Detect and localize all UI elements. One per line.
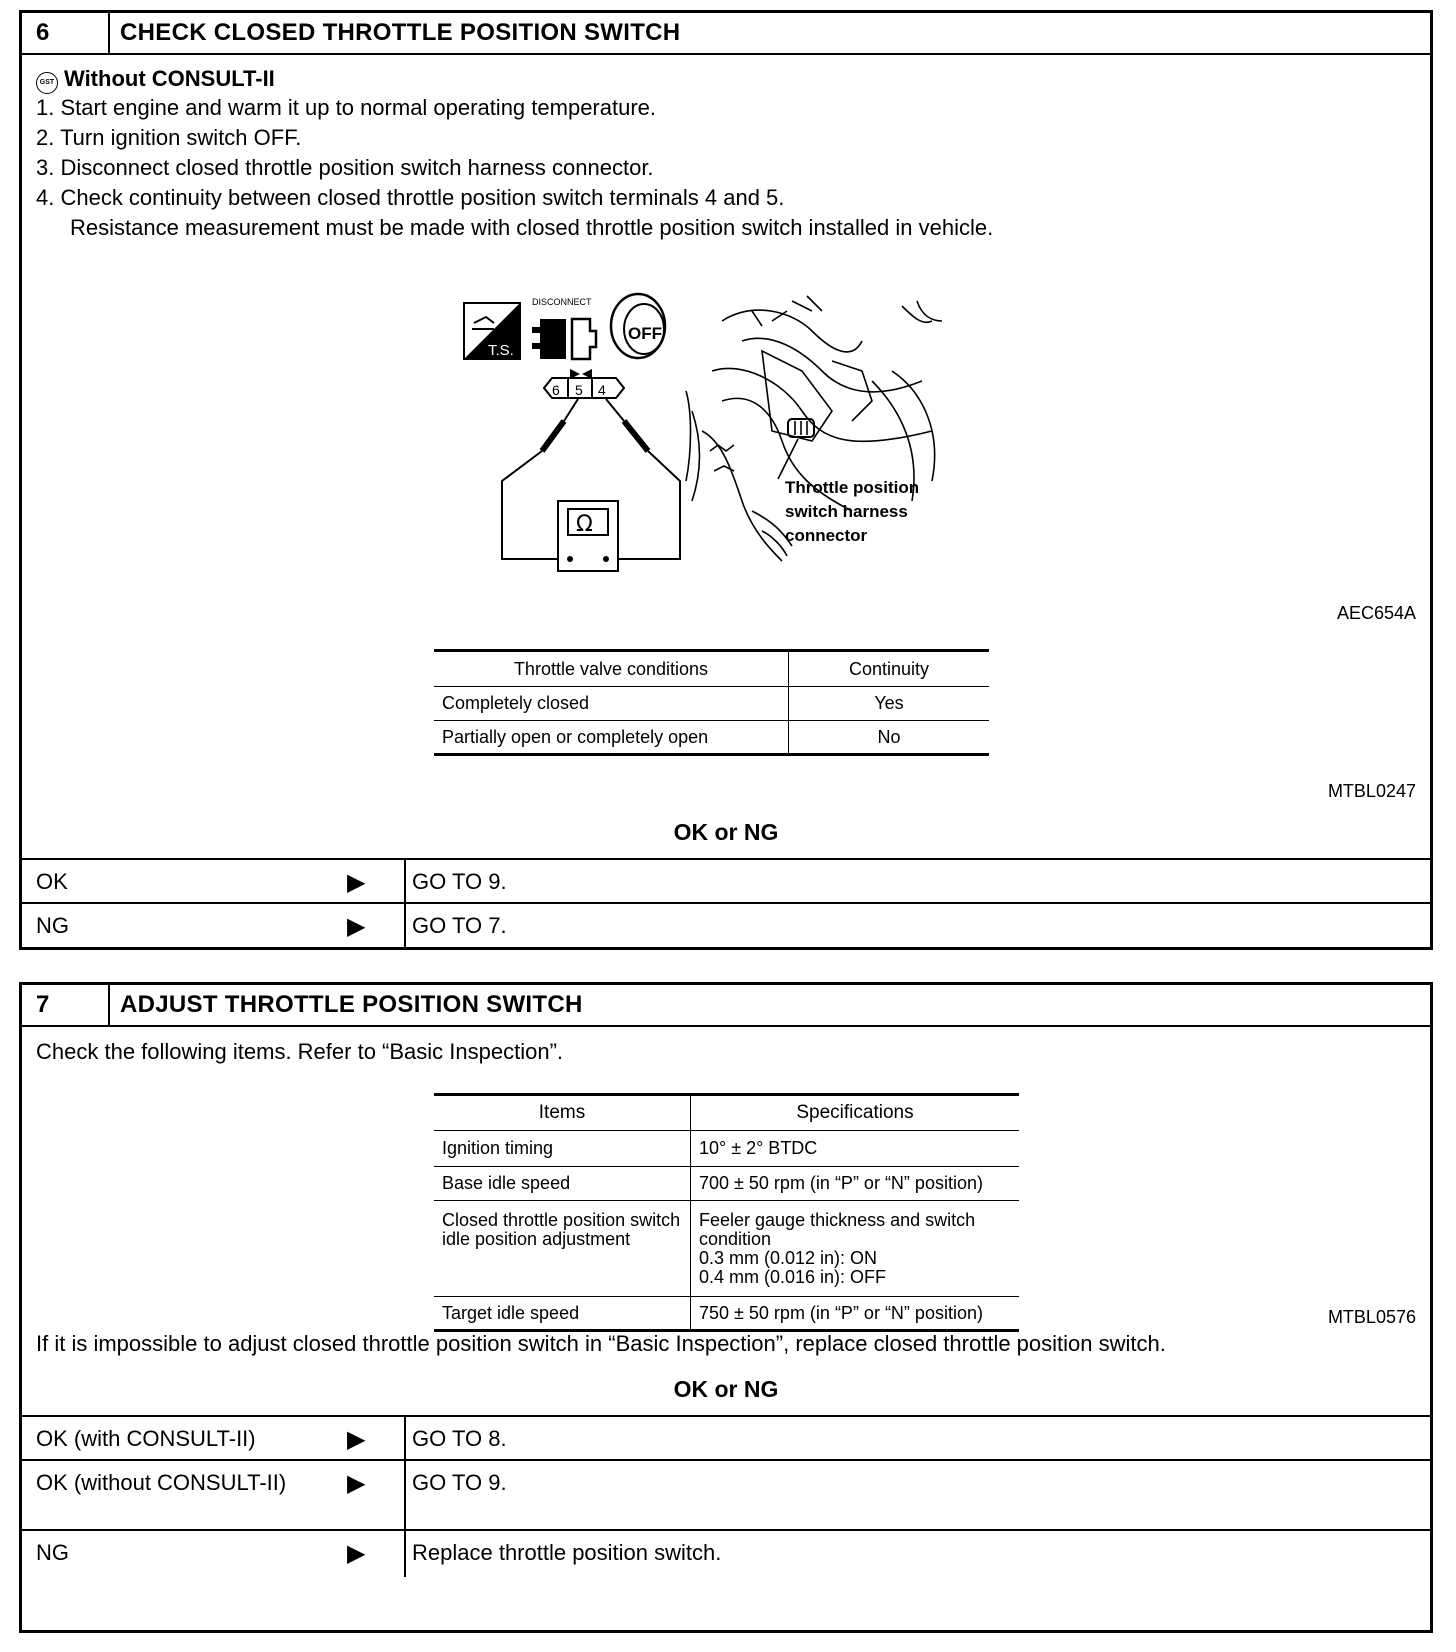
table-row <box>434 1167 1019 1201</box>
table-row <box>434 687 989 721</box>
result-action: GO TO 9. <box>404 1461 507 1531</box>
arrow-icon: ▶ <box>347 1426 366 1453</box>
svg-text:DISCONNECT: DISCONNECT <box>532 297 592 307</box>
result-label: NG <box>36 1540 69 1565</box>
callout-label <box>785 478 919 545</box>
table-code: MTBL0247 <box>1327 781 1416 801</box>
result-row-ng <box>22 902 1430 950</box>
step-title: CHECK CLOSED THROTTLE POSITION SWITCH <box>120 19 681 46</box>
table-header: Continuity <box>789 651 990 687</box>
table-cell: Ignition timing <box>434 1131 691 1167</box>
step-6-panel <box>19 10 1433 950</box>
table-header: Throttle valve conditions <box>434 651 789 687</box>
instruction-step: 3. Disconnect closed throttle position switch harness connector. <box>36 155 654 180</box>
intro-text: Check the following items. Refer to “Basic Inspection”. <box>36 1039 564 1064</box>
step-title: ADJUST THROTTLE POSITION SWITCH <box>120 991 583 1018</box>
result-label: NG <box>36 913 69 938</box>
table-cell: 750 ± 50 rpm (in “P” or “N” position) <box>691 1297 1020 1331</box>
figure-code: AEC654A <box>1336 603 1416 623</box>
subhead-text: Without CONSULT-II <box>64 66 275 91</box>
svg-text:6: 6 <box>552 382 560 398</box>
step-7-header <box>22 985 1430 1027</box>
ignition-off-icon <box>611 294 665 358</box>
arrow-icon: ▶ <box>347 1540 366 1567</box>
table-cell: 700 ± 50 rpm (in “P” or “N” position) <box>691 1167 1020 1201</box>
ok-or-ng-heading: OK or NG <box>673 1376 779 1402</box>
result-row-ok <box>22 858 1430 904</box>
table-cell: Closed throttle position switch idle position adjustment <box>434 1201 691 1297</box>
svg-text:5: 5 <box>575 382 583 398</box>
step-number: 7 <box>22 985 110 1025</box>
svg-text:Throttle position: Throttle position <box>785 478 920 497</box>
engine-illustration <box>686 296 942 561</box>
result-label: OK <box>36 869 68 894</box>
table-cell: Completely closed <box>434 687 789 721</box>
result-action: Replace throttle position switch. <box>404 1531 721 1577</box>
continuity-check-diagram <box>452 281 1002 611</box>
svg-text:switch harness: switch harness <box>785 502 908 521</box>
ts-icon <box>464 303 520 359</box>
continuity-table <box>434 649 989 756</box>
specifications-table <box>434 1093 1019 1332</box>
svg-text:Ω: Ω <box>576 512 593 537</box>
arrow-icon: ▶ <box>347 1470 366 1497</box>
step-7-panel <box>19 982 1433 1633</box>
connector-pins <box>544 369 624 398</box>
result-action: GO TO 8. <box>404 1417 507 1461</box>
svg-text:T.S.: T.S. <box>488 342 514 359</box>
result-label: OK (with CONSULT-II) <box>36 1426 256 1451</box>
table-cell: Feeler gauge thickness and switch condition 0.3 mm (0.012 in): ON 0.4 mm (0.016 in): OFF <box>691 1201 1020 1297</box>
table-cell: Yes <box>789 687 990 721</box>
step-number: 6 <box>22 13 110 53</box>
arrow-icon: ▶ <box>347 913 366 940</box>
arrow-icon: ▶ <box>347 869 366 896</box>
table-header: Specifications <box>691 1095 1020 1131</box>
gst-icon: GST <box>36 72 58 94</box>
table-row <box>434 1131 1019 1167</box>
instruction-step: 2. Turn ignition switch OFF. <box>36 125 302 150</box>
note-text: If it is impossible to adjust closed throttle position switch in “Basic Inspection”, replace closed throttle position switch. <box>36 1331 1166 1356</box>
table-code: MTBL0576 <box>1327 1307 1416 1327</box>
table-cell: 10° ± 2° BTDC <box>691 1131 1020 1167</box>
subhead <box>36 64 275 94</box>
table-cell: Target idle speed <box>434 1297 691 1331</box>
disconnect-icon <box>532 297 596 359</box>
svg-text:OFF: OFF <box>628 324 662 343</box>
svg-text:4: 4 <box>598 382 606 398</box>
result-row-ok-without-consult <box>22 1459 1430 1531</box>
instruction-step: 1. Start engine and warm it up to normal operating temperature. <box>36 95 657 120</box>
table-row <box>434 721 989 755</box>
instruction-step: 4. Check continuity between closed throttle position switch terminals 4 and 5. <box>36 185 785 210</box>
result-row-ok-with-consult <box>22 1415 1430 1461</box>
table-cell: Base idle speed <box>434 1167 691 1201</box>
result-action: GO TO 9. <box>404 860 507 904</box>
result-label: OK (without CONSULT-II) <box>36 1470 287 1495</box>
table-row <box>434 1297 1019 1331</box>
table-row <box>434 1201 1019 1297</box>
result-row-ng <box>22 1529 1430 1577</box>
step-6-header <box>22 13 1430 55</box>
table-header: Items <box>434 1095 691 1131</box>
svg-text:connector: connector <box>785 526 868 545</box>
ohmmeter-icon <box>558 501 618 571</box>
instruction-step-cont: Resistance measurement must be made with closed throttle position switch installed in vehicle. <box>70 215 994 240</box>
result-action: GO TO 7. <box>404 904 507 950</box>
table-cell: Partially open or completely open <box>434 721 789 755</box>
ok-or-ng-heading: OK or NG <box>673 819 779 845</box>
table-cell: No <box>789 721 990 755</box>
